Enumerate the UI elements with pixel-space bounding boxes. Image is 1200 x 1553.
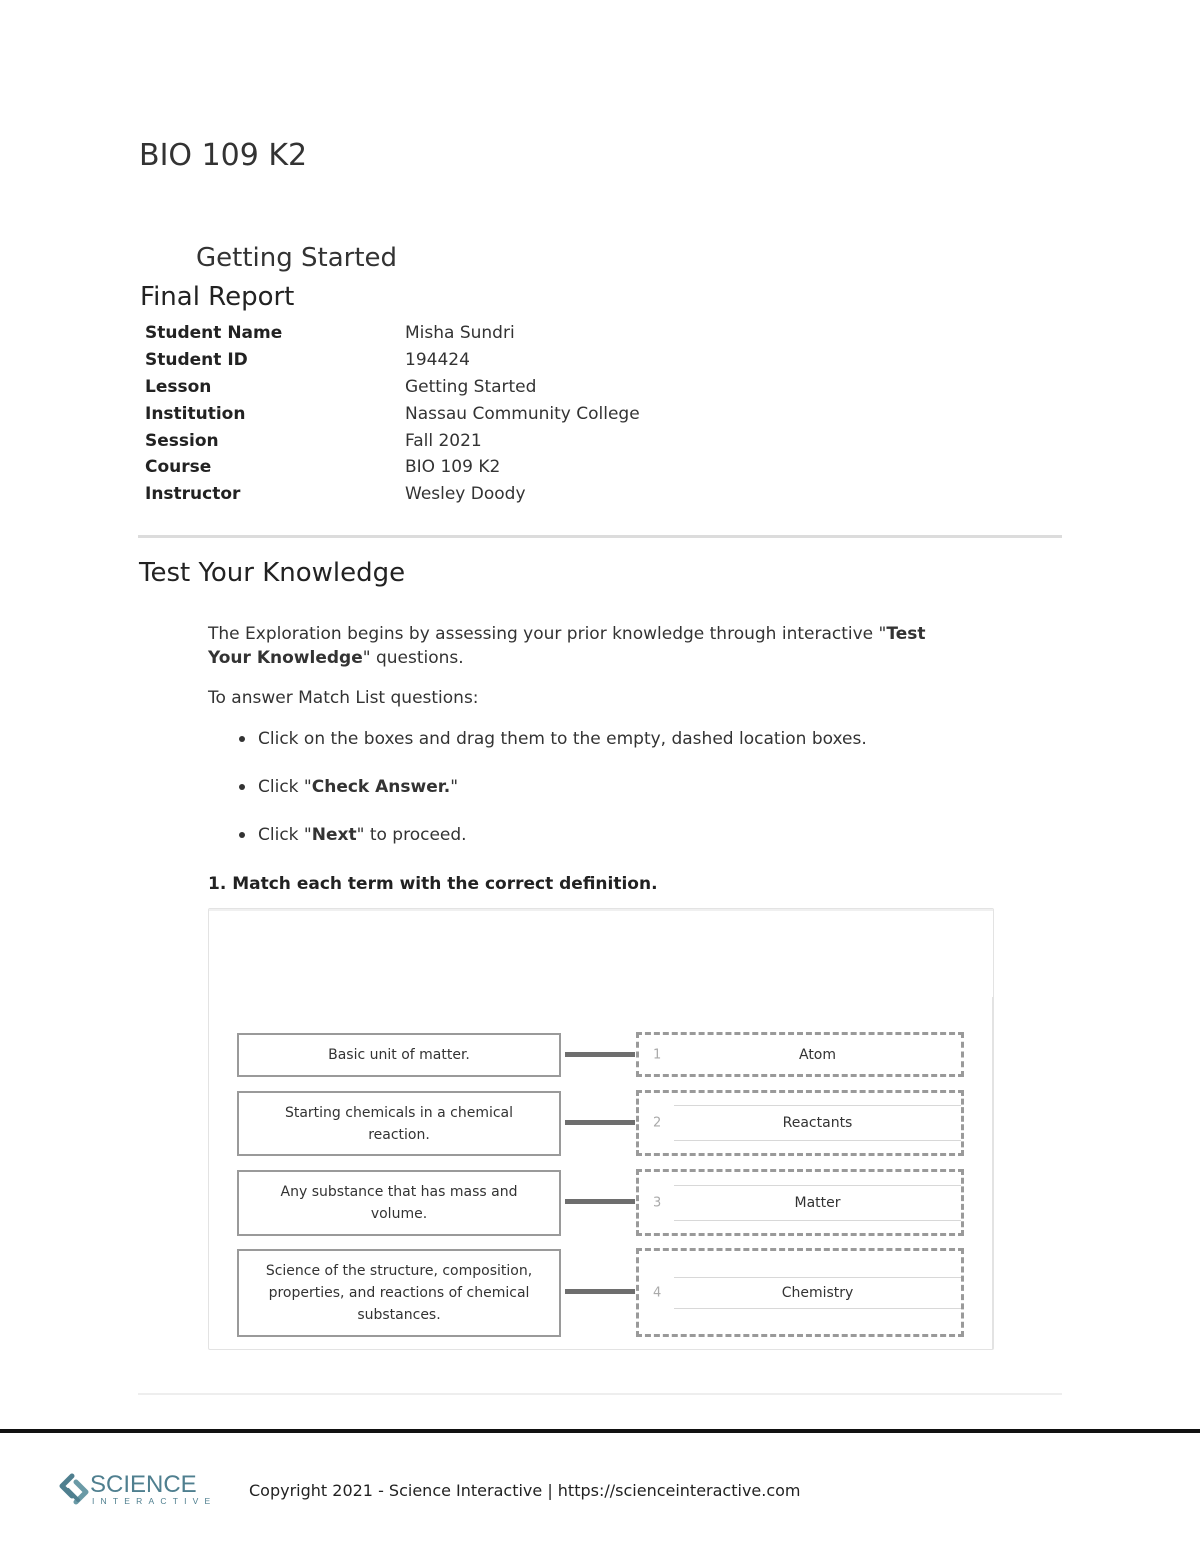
info-label: Student ID (145, 350, 248, 371)
info-value: 194424 (405, 350, 470, 371)
term-label[interactable]: Chemistry (674, 1277, 961, 1309)
science-interactive-logo (58, 1468, 218, 1516)
connector-line (565, 1120, 635, 1125)
definition-box[interactable]: Any substance that has mass and volume. (237, 1170, 561, 1236)
info-row (145, 320, 640, 347)
intro-paragraph: The Exploration begins by assessing your prior knowledge through interactive "Test Your Knowledge" questions. (208, 624, 926, 668)
instruction-item: Click "Check Answer." (258, 775, 867, 823)
info-row (145, 374, 640, 401)
info-value: BIO 109 K2 (405, 457, 501, 478)
logo-subtext: INTERACTIVE (92, 1496, 217, 1506)
question-text: 1. Match each term with the correct definition. (208, 874, 658, 894)
info-label: Lesson (145, 376, 212, 397)
info-value: Fall 2021 (405, 430, 482, 451)
copyright-text: Copyright 2021 - Science Interactive | https://scienceinteractive.com (249, 1481, 801, 1500)
info-row (145, 481, 640, 508)
answer-slot[interactable] (636, 1169, 964, 1236)
info-value: Nassau Community College (405, 403, 640, 424)
info-value: Wesley Doody (405, 484, 526, 505)
definition-box[interactable]: Science of the structure, composition, properties, and reactions of chemical substances. (237, 1249, 561, 1337)
footer-bar (0, 1429, 1200, 1433)
definition-box[interactable]: Starting chemicals in a chemical reaction. (237, 1091, 561, 1156)
bullet-icon (239, 784, 245, 790)
logo-mark-icon (62, 1476, 86, 1502)
logo-wordmark: SCIENCE (90, 1471, 197, 1498)
instructions-lead: To answer Match List questions: (208, 688, 479, 708)
lesson-heading: Getting Started (196, 243, 398, 273)
answer-slot[interactable] (636, 1032, 964, 1077)
instruction-item: Click on the boxes and drag them to the empty, dashed location boxes. (258, 727, 867, 775)
slot-number: 1 (653, 1047, 662, 1062)
connector-line (565, 1052, 635, 1057)
definition-box[interactable]: Basic unit of matter. (237, 1033, 561, 1077)
slot-number: 2 (653, 1115, 662, 1131)
term-label[interactable]: Reactants (674, 1105, 961, 1141)
connector-line (565, 1289, 635, 1294)
info-value: Misha Sundri (405, 323, 515, 344)
section-divider (138, 535, 1062, 538)
report-heading: Final Report (140, 282, 295, 312)
info-label: Student Name (145, 323, 283, 344)
instruction-item: Click "Next" to proceed. (258, 823, 867, 871)
section-heading: Test Your Knowledge (139, 558, 406, 588)
info-label: Institution (145, 403, 246, 424)
info-label: Course (145, 457, 212, 478)
info-row (145, 427, 640, 454)
term-label[interactable]: Matter (674, 1185, 961, 1221)
term-label[interactable]: Atom (798, 1046, 837, 1063)
slot-number: 3 (653, 1195, 662, 1210)
info-row (145, 454, 640, 481)
bullet-icon (239, 736, 245, 742)
connector-line (565, 1199, 635, 1204)
bullet-icon (239, 832, 245, 838)
info-value: Getting Started (405, 376, 537, 397)
course-title: BIO 109 K2 (139, 138, 308, 173)
section-divider (138, 1393, 1062, 1395)
instruction-list (258, 727, 867, 871)
answer-slot[interactable] (636, 1090, 964, 1156)
info-label: Session (145, 430, 219, 451)
student-info-table (145, 320, 640, 508)
answer-slot[interactable] (636, 1248, 964, 1337)
info-label: Instructor (145, 484, 241, 505)
info-row (145, 347, 640, 374)
info-row (145, 400, 640, 427)
slot-number: 4 (653, 1285, 662, 1300)
